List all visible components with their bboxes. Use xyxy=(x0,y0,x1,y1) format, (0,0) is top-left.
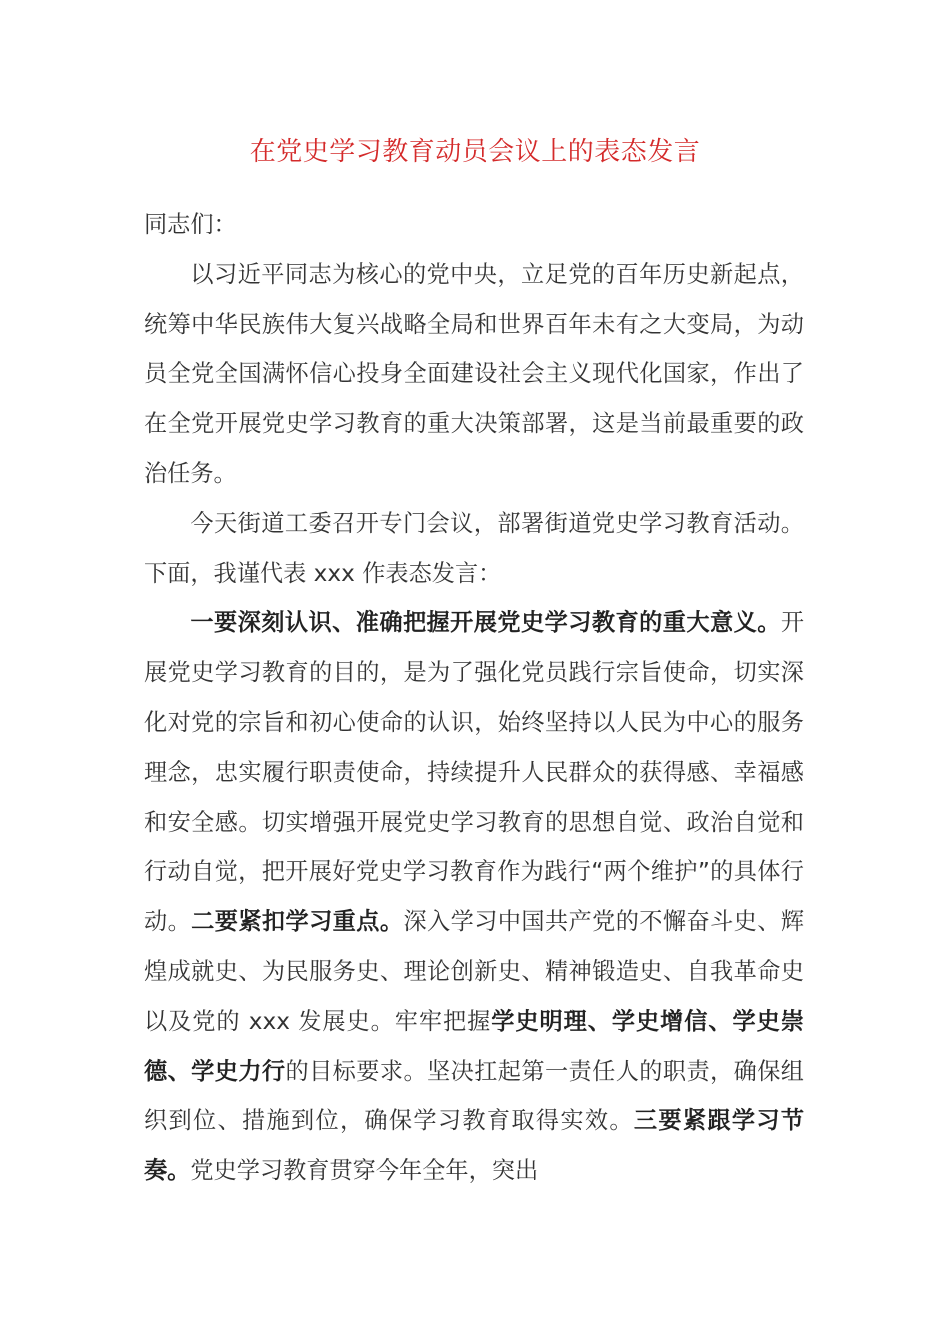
text-point-3: 党史学习教育贯穿今年全年，突出 xyxy=(190,1157,539,1185)
heading-point-1: 一要深刻认识、准确把握开展党史学习教育的重大意义。 xyxy=(190,609,781,637)
document-body xyxy=(144,200,804,1196)
paragraph-1: 以习近平同志为核心的党中央，立足党的百年历史新起点，统筹中华民族伟大复兴战略全局和世界百年未有之大变局，为动员全党全国满怀信心投身全面建设社会主义现代化国家，作出了在全党开展党史学习教育的重大决策部署，这是当前最重要的政治任务。 xyxy=(144,260,804,487)
text-point-1: 开展党史学习教育的目的，是为了强化党员践行宗旨使命，切实深化对党的宗旨和初心使命的认识，始终坚持以人民为中心的服务理念，忠实履行职责使命，持续提升人民群众的获得感、幸福感和安全感。切实增强开展党史学习教育的思想自觉、政治自觉和行动自觉，把开展好党史学习教育作为践行“两个维护”的具体行动。 xyxy=(144,609,804,936)
document-title: 在党史学习教育动员会议上的表态发言 xyxy=(249,137,701,167)
emphasis-goals: 学史明理、学史增信、学史崇德、学史力行 xyxy=(144,1007,804,1085)
text-point-2: 深入学习中国共产党的不懈奋斗史、辉煌成就史、为民服务史、理论创新史、精神锻造史、自我革命史以及党的 xxx 发展史。牢牢把握 xyxy=(144,908,805,1035)
paragraph-3 xyxy=(144,598,804,1196)
greeting: 同志们： xyxy=(144,211,237,238)
heading-point-2: 二要紧扣学习重点。 xyxy=(191,908,404,936)
paragraph-2: 今天街道工委召开专门会议，部署街道党史学习教育活动。下面，我谨代表 xxx 作表态发言： xyxy=(144,509,804,587)
text-point-2-cont: 的目标要求。坚决扛起第一责任人的职责，确保组织到位、措施到位，确保学习教育取得实效。 xyxy=(144,1057,804,1135)
heading-point-3: 三要紧跟学习节奏。 xyxy=(144,1107,805,1185)
